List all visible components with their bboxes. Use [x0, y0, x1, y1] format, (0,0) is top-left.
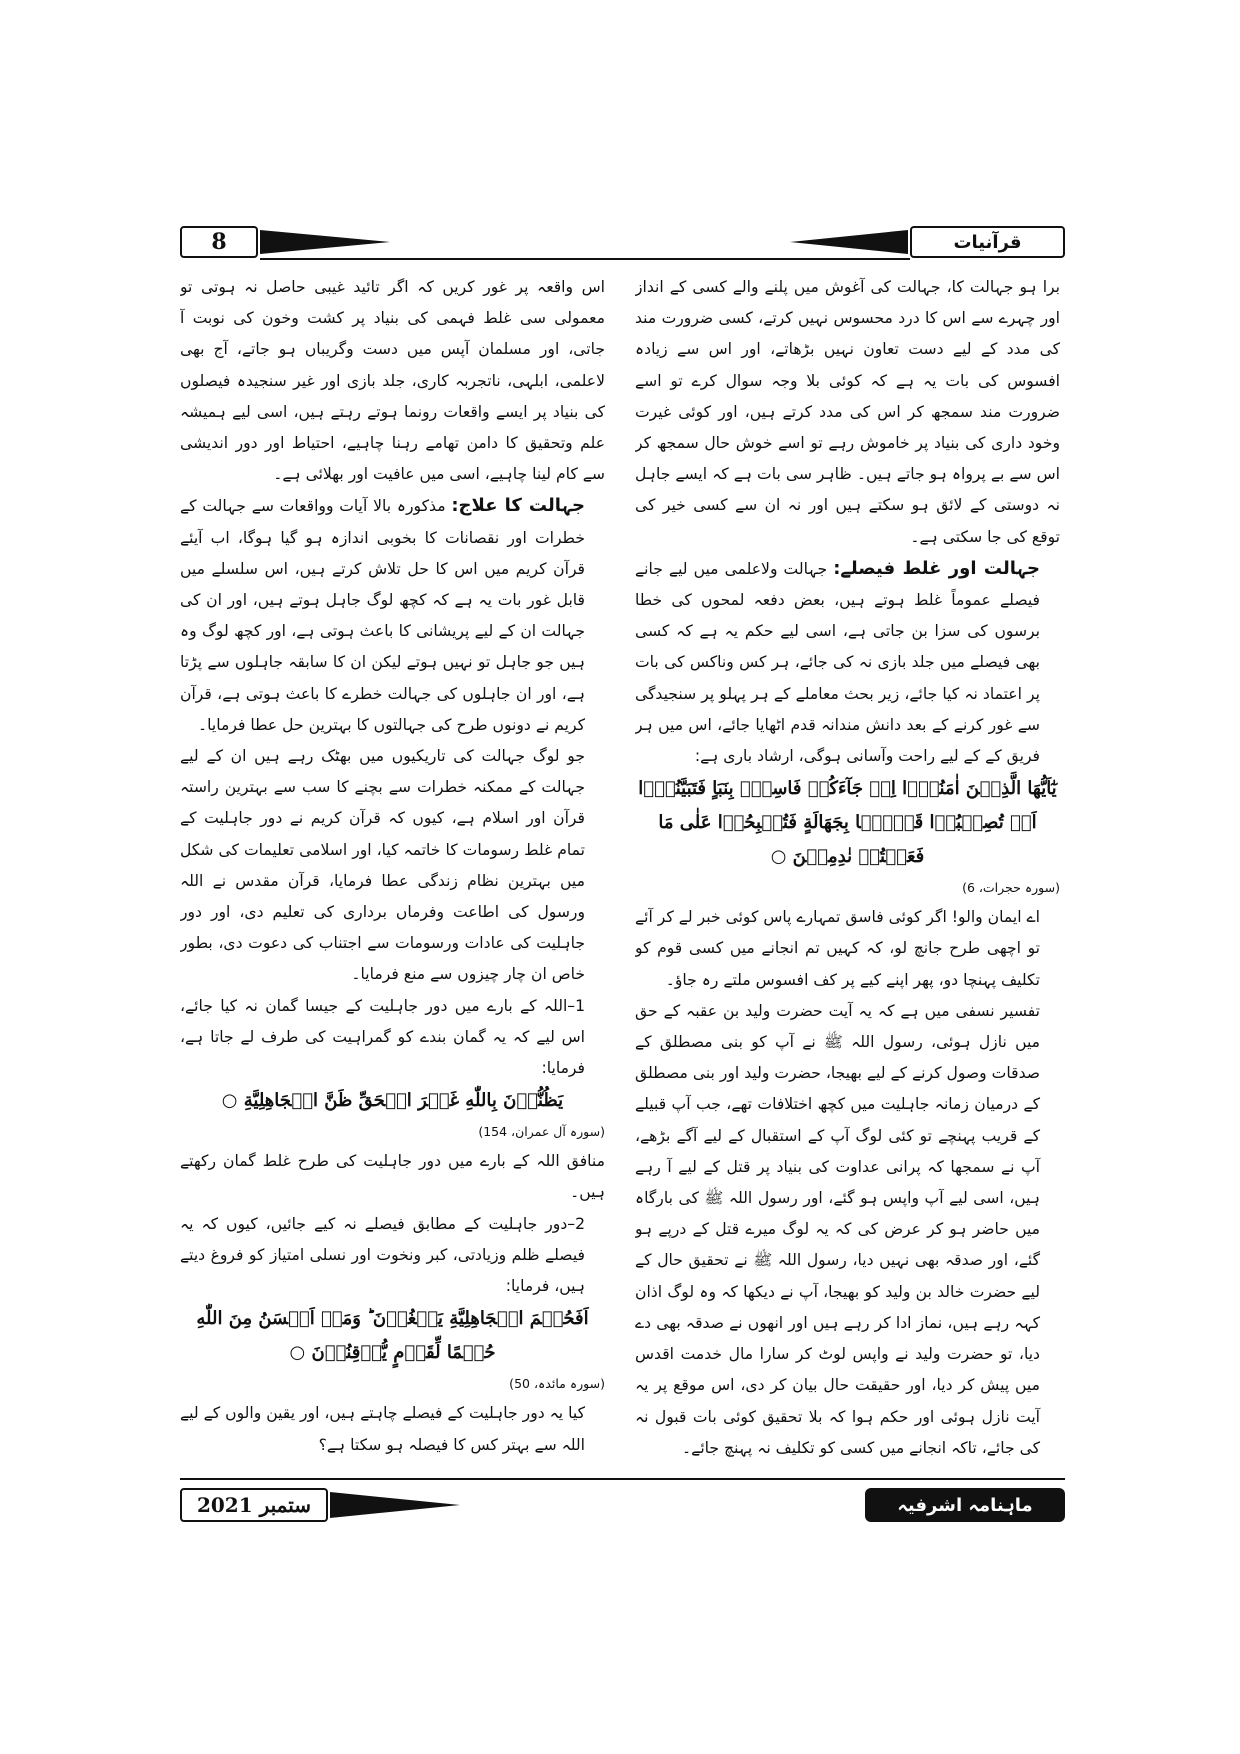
section-paragraph: [180, 490, 605, 741]
paragraph: 2–دور جاہلیت کے مطابق فیصلے نہ کیے جائیں، کیوں کہ یہ فیصلے ظلم وزیادتی، کبر ونخوت اور نسلی امتیاز کو فروغ دیتے ہیں، فرمایا:: [180, 1214, 585, 1296]
section-heading: جہالت اور غلط فیصلے:: [833, 557, 1040, 579]
paragraph: 1–اللہ کے بارے میں دور جاہلیت کے جیسا گمان نہ کیا جائے، اس لیے کہ یہ گمان بندے کو گمراہیت کی طرف لے جاتا ہے، فرمایا:: [180, 996, 585, 1078]
section-paragraph: [635, 553, 1060, 772]
page-number: 8: [180, 226, 258, 258]
paragraph-text: مذکورہ بالا آیات وواقعات سے جہالت کے خطرات اور نقصانات کا بخوبی اندازہ ہو گیا ہوگا، اب آیئے قرآن کریم میں اس کا حل تلاش کرتے ہیں، اس سلسلے میں قابل غور بات یہ ہے کہ کچھ لوگ جاہل ہوتے ہیں، اور ان کی جہالت ان کے لیے پریشانی کا باعث ہوتی ہے، اور کچھ لوگ وہ ہیں جو جاہل تو نہیں ہوتے لیکن ان کا سابقہ جاہلوں سے پڑتا ہے، اور ان جاہلوں کی جہالت خطرے کا باعث ہوتی ہے، قرآن کریم نے دونوں طرح کی جہالتوں کا بہترین حل عطا فرمایا۔: [180, 497, 585, 734]
paragraph: [180, 1461, 605, 1467]
verse-reference: (سورہ آل عمران، 154): [478, 1124, 605, 1140]
paragraph: تفسیر نسفی میں ہے کہ یہ آیت حضرت ولید بن عقبہ کے حق میں نازل ہوئی، رسول اللہ ﷺ نے آپ کو بنی مصطلق کے صدقات وصول کرنے کے لیے بھیجا، حضرت ولید اور بنی مصطلق کے درمیان زمانہ جاہلیت میں کچھ اختلافات تھے، جب آپ قبیلے کے قریب پہنچے تو کئی لوگ آپ کے استقبال کے لیے آگے بڑھے، آپ نے سمجھا کہ پرانی عداوت کی بنیاد پر قتل کے لیے آ رہے ہیں، اسی لیے آپ واپس ہو گئے، اور رسول اللہ ﷺ کی بارگاہ میں حاضر ہو کر عرض کی کہ یہ لوگ میرے قتل کے درپے ہو گئے، اور صدقہ بھی نہیں دیا، رسول اللہ ﷺ نے تحقیق حال کے لیے حضرت خالد بن ولید کو بھیجا، آپ نے دیکھا کہ وہ لوگ اذان کہہ رہے ہیں، نماز ادا کر رہے ہیں اور انھوں نے صدقہ بھی دے دیا، تو حضرت ولید نے واپس لوٹ کر سارا مال خدمت اقدس میں پیش کر دیا، اور حقیقت حال بیان کر دی، اس موقع پر یہ آیت نازل ہوئی اور حکم ہوا کہ بلا تحقیق کوئی بات قبول نہ کی جائے، تاکہ انجانے میں کسی کو تکلیف نہ پہنچ جائے۔: [635, 1001, 1040, 1457]
quran-verse: یَظُنُّوۡنَ بِاللّٰهِ غَیۡرَ الۡحَقِّ ظَنَّ الۡجَاهِلِیَّةِ ○: [221, 1090, 564, 1112]
paragraph: اے ایمان والو! اگر کوئی فاسق تمہارے پاس کوئی خبر لے کر آئے تو اچھی طرح جانچ لو، کہ کہیں تم انجانے میں کسی قوم کو تکلیف پہنچا دو، پھر اپنے کیے پر کف افسوس ملتے رہ جاؤ۔: [635, 908, 1040, 989]
page-footer: [180, 1478, 1065, 1528]
paragraph: جو لوگ جہالت کی تاریکیوں میں بھٹک رہے ہیں ان کے لیے جہالت کے ممکنہ خطرات سے بچنے کا سب سے بہترین راستہ قرآن اور اسلام ہے، کیوں کہ قرآن کریم نے دور جاہلیت کے تمام غلط رسومات کا خاتمہ کیا، اور اسلامی تعلیمات کی شکل میں بہترین نظام زندگی عطا فرمایا، قرآن مقدس نے اللہ ورسول کی اطاعت وفرماں برداری کی تعلیم دی، اور دور جاہلیت کی عادات ورسومات سے اجتناب کی دعوت دی، بطور خاص ان چار چیزوں سے منع فرمایا۔: [180, 747, 585, 984]
right-column: [635, 272, 1060, 1467]
page-header: [180, 226, 1065, 262]
paragraph: کیا یہ دور جاہلیت کے فیصلے چاہتے ہیں، اور یقین والوں کے لیے اللہ سے بہتر کس کا فیصلہ ہو سکتا ہے؟: [180, 1404, 585, 1454]
section-heading: جہالت کا علاج:: [451, 495, 585, 517]
left-column: [180, 272, 605, 1467]
quran-verse: یٰٓاَیُّهَا الَّذِیۡنَ اٰمَنُوۡۤا اِنۡ جَآءَكُمۡ فَاسِقٌۢ بِنَبَاٍ فَتَبَیَّنُوۡۤا اَنۡ تُصِیۡبُوۡا قَوۡمًۢا بِجَهَالَةٍ فَتُصۡبِحُوۡا عَلٰی مَا فَعَلۡتُمۡ نٰدِمِیۡنَ ○: [638, 778, 1057, 868]
verse-reference: (سورہ مائدہ، 50): [509, 1376, 605, 1392]
paragraph-text: جہالت ولاعلمی میں لیے جانے فیصلے عموماً غلط ہوتے ہیں، بعض دفعہ لمحوں کی خطا برسوں کی سزا بن جاتی ہے، اسی لیے حکم یہ ہے کہ کسی بھی فیصلے میں جلد بازی نہ کی جائے، ہر کس وناکس کی بات پر اعتماد نہ کیا جائے، زیر بحث معاملے کے ہر پہلو پر سنجیدگی سے غور کرنے کے بعد دانش مندانہ قدم اٹھایا جائے، اس میں ہر فریق کے کے لیے راحت وآسانی ہوگی، ارشاد باری ہے:: [635, 559, 1040, 766]
paragraph: اس واقعہ پر غور کریں کہ اگر تائید غیبی حاصل نہ ہوتی تو معمولی سی غلط فہمی کی بنیاد پر کشت وخون کی نوبت آ جاتی، اور مسلمان آپس میں دست وگریباں ہو جاتے، آج بھی لاعلمی، ابلہی، ناتجربہ کاری، جلد بازی اور غیر سنجیدہ فیصلوں کی بنیاد پر ایسے واقعات رونما ہوتے رہتے ہیں، اسی لیے ہمیشہ علم وتحقیق کا دامن تھامے رہنا چاہیے، احتیاط اور دور اندیشی سے کام لینا چاہیے، اسی میں عافیت اور بھلائی ہے۔: [180, 278, 605, 484]
section-title: قرآنیات: [910, 226, 1065, 258]
paragraph: برا ہو جہالت کا، جہالت کی آغوش میں پلنے والے کسی کے انداز اور چہرے سے اس کا درد محسوس نہیں کرتے، کسی ضرورت مند کی مدد کے لیے دست تعاون نہیں بڑھاتے، اور اس سے زیادہ افسوس کی بات یہ ہے کہ کوئی بلا وجہ سوال کرے تو اسے ضرورت مند سمجھ کر اس کی مدد کرتے ہیں، اور کوئی غیرت وخود داری کی بنیاد پر خاموش رہے تو اسے خوش حال سمجھ کر اس سے بے پرواہ ہو جاتے ہیں۔ ظاہر سی بات ہے کہ ایسے جاہل نہ دوستی کے لائق ہو سکتے ہیں اور نہ ان سے کسی خیر کی توقع کی جا سکتی ہے۔: [635, 278, 1060, 546]
paragraph: منافق اللہ کے بارے میں دور جاہلیت کی طرح غلط گمان رکھتے ہیں۔: [180, 1152, 605, 1202]
issue-date: ستمبر 2021: [180, 1488, 328, 1522]
quran-verse: اَفَحُكۡمَ الۡجَاهِلِیَّةِ یَبۡغُوۡنَ ؕ وَمَنۡ اَحۡسَنُ مِنَ اللّٰهِ حُكۡمًا لِّقَوۡمٍ یُّوۡقِنُوۡنَ ○: [196, 1308, 589, 1364]
magazine-name: ماہنامہ اشرفیہ: [865, 1488, 1065, 1522]
verse-reference: (سورہ حجرات، 6): [962, 880, 1060, 896]
